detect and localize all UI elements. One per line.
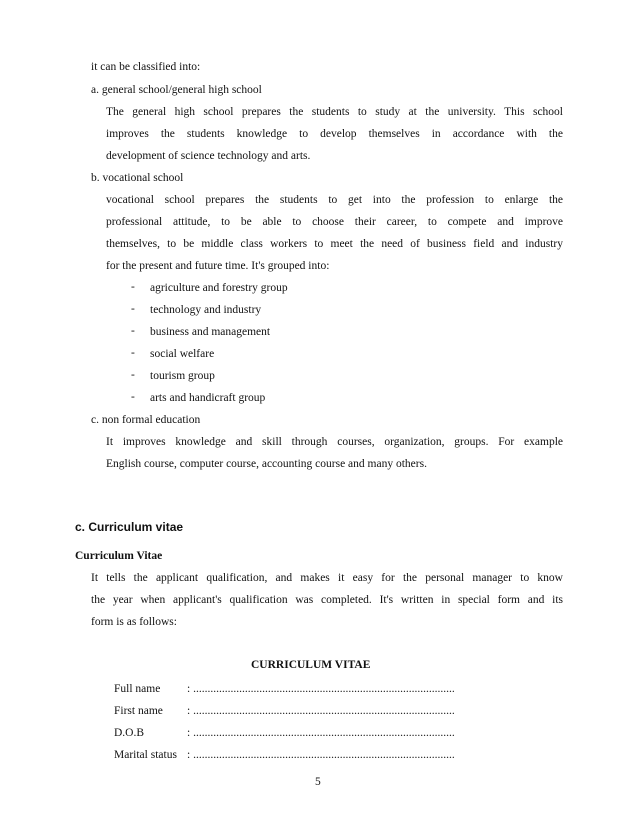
section-heading: c. Curriculum vitae	[75, 520, 184, 534]
item-b-line: professional attitude, to be able to choose their career, to compete and improve	[106, 216, 563, 228]
item-b-line: for the present and future time. It's grouped into:	[106, 260, 330, 272]
item-b-line: themselves, to be middle class workers to meet the need of business field and industry	[106, 238, 563, 250]
cv-subheading: Curriculum Vitae	[75, 550, 163, 562]
list-item: technology and industry	[150, 304, 262, 316]
list-item: agriculture and forestry group	[150, 282, 288, 294]
item-c-line: English course, computer course, accounting course and many others.	[106, 458, 427, 470]
cv-title: CURRICULUM VITAE	[251, 659, 371, 671]
item-a-line: The general high school prepares the students to study at the university. This school	[106, 106, 563, 118]
list-bullet: -	[131, 325, 135, 337]
list-bullet: -	[131, 281, 135, 293]
list-bullet: -	[131, 369, 135, 381]
item-a-title: a. general school/general high school	[91, 84, 262, 96]
list-item: social welfare	[150, 348, 215, 360]
page-number: 5	[315, 776, 321, 788]
cv-paragraph-line: form is as follows:	[91, 616, 177, 628]
cv-field-blank: : ...........................................................................................	[187, 727, 455, 739]
list-bullet: -	[131, 303, 135, 315]
cv-field-label: First name	[114, 705, 163, 717]
item-c-line: It improves knowledge and skill through courses, organization, groups. For example	[106, 436, 563, 448]
list-item: tourism group	[150, 370, 215, 382]
list-bullet: -	[131, 347, 135, 359]
cv-field-blank: : ...........................................................................................	[187, 749, 455, 761]
list-bullet: -	[131, 391, 135, 403]
list-item: business and management	[150, 326, 271, 338]
item-a-line: development of science technology and arts.	[106, 150, 311, 162]
cv-paragraph-line: It tells the applicant qualification, and makes it easy for the personal manager to know	[91, 572, 563, 584]
item-b-line: vocational school prepares the students to get into the profession to enlarge the	[106, 194, 563, 206]
item-a-line: improves the students knowledge to develop themselves in accordance with the	[106, 128, 563, 140]
cv-field-label: D.O.B	[114, 727, 145, 739]
cv-field-blank: : ...........................................................................................	[187, 705, 455, 717]
cv-field-blank: : ...........................................................................................	[187, 683, 455, 695]
cv-field-label: Marital status	[114, 749, 177, 761]
item-c-title: c. non formal education	[91, 414, 201, 426]
list-item: arts and handicraft group	[150, 392, 266, 404]
item-b-title: b. vocational school	[91, 172, 184, 184]
cv-field-label: Full name	[114, 683, 161, 695]
cv-paragraph-line: the year when applicant's qualification was completed. It's written in special form and its	[91, 594, 563, 606]
intro-text: it can be classified into:	[91, 61, 201, 73]
